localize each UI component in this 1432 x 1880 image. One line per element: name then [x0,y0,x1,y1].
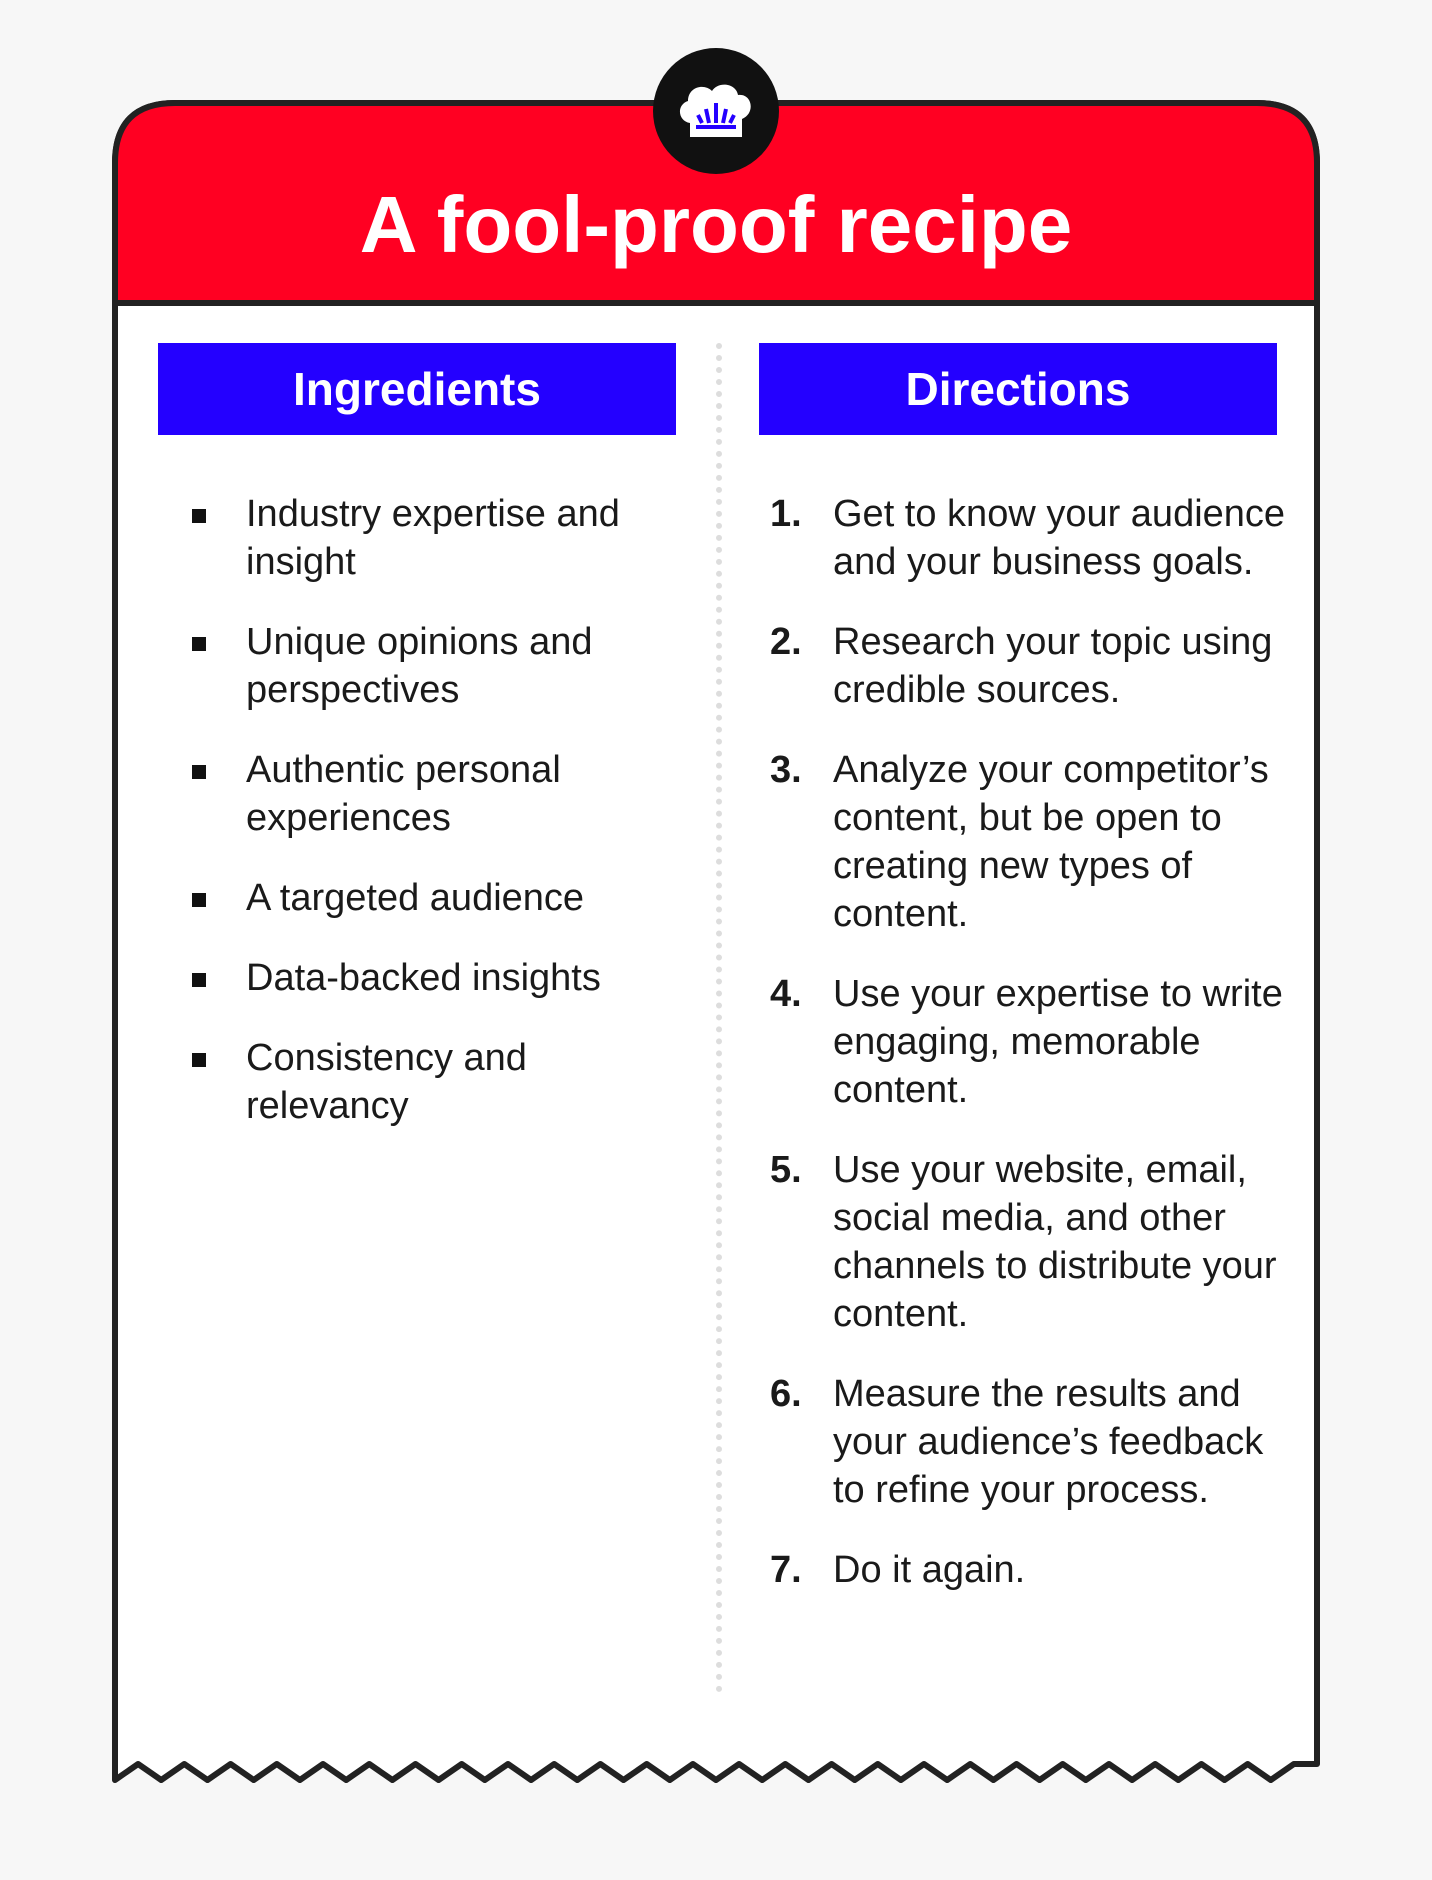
ingredient-text: A targeted audience [246,877,585,919]
list-item [190,1034,670,1130]
square-bullet-icon [192,765,206,779]
list-item [770,1546,1290,1594]
square-bullet-icon [192,973,206,987]
list-item [770,490,1290,586]
step-text: Measure the results and your audience’s feedback to refine your process. [833,1373,1264,1511]
ingredient-text: Data-backed insights [246,957,601,999]
list-item [190,746,670,842]
ingredient-text: Authentic personal experiences [246,749,561,839]
list-item [190,954,670,1002]
step-number: 2. [770,621,802,663]
list-item [770,970,1290,1114]
list-item [190,490,670,586]
list-item [190,874,670,922]
step-text: Use your expertise to write engaging, memorable content. [833,973,1283,1111]
ingredients-header: Ingredients [158,343,676,435]
step-text: Use your website, email, social media, and other channels to distribute your content. [833,1149,1277,1335]
step-number: 4. [770,973,802,1015]
chef-hat-badge [653,48,779,174]
square-bullet-icon [192,509,206,523]
square-bullet-icon [192,637,206,651]
chef-hat-icon [676,79,756,143]
step-number: 7. [770,1549,802,1591]
step-text: Get to know your audience and your business goals. [833,493,1286,583]
square-bullet-icon [192,893,206,907]
step-text: Do it again. [833,1549,1026,1591]
list-item [770,618,1290,714]
step-number: 5. [770,1149,802,1191]
page-title: A fool-proof recipe [359,180,1073,269]
directions-list [770,490,1290,1626]
list-item [770,746,1290,938]
step-number: 6. [770,1373,802,1415]
list-item [770,1370,1290,1514]
list-item [770,1146,1290,1338]
list-item [190,618,670,714]
directions-header: Directions [759,343,1277,435]
step-text: Analyze your competitor’s content, but be open to creating new types of content. [833,749,1269,935]
column-divider [716,343,722,1693]
step-number: 3. [770,749,802,791]
square-bullet-icon [192,1053,206,1067]
step-number: 1. [770,493,802,535]
ingredient-text: Consistency and relevancy [246,1037,527,1127]
ingredient-text: Unique opinions and perspectives [246,621,593,711]
ingredient-text: Industry expertise and insight [246,493,620,583]
ingredients-list [190,490,670,1162]
step-text: Research your topic using credible sources. [833,621,1273,711]
